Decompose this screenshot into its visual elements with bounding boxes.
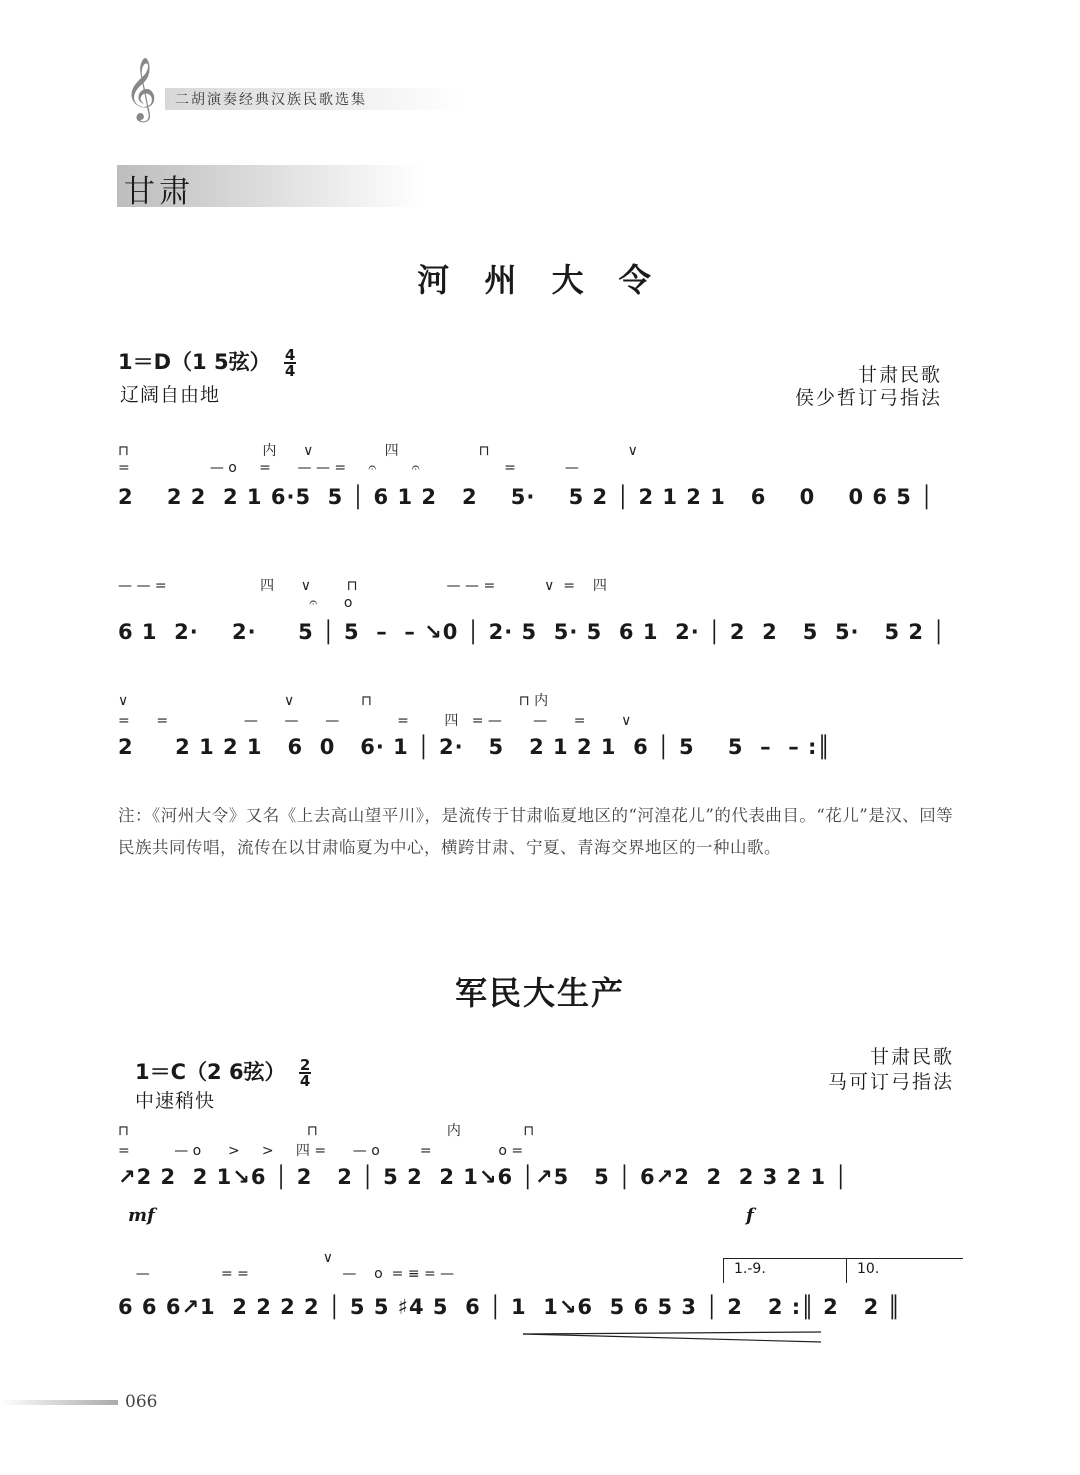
jianpu-notes: ↗2 2 2 1↘6 │ 2 2 │ 5 2 2 1↘6 │↗5 5 │ 6↗2 2 2 3 2 1 │ <box>118 1165 849 1189</box>
staff-row <box>118 1120 948 1230</box>
jianpu-notes: 2 2 1 2 1 6 0 6· 1 │ 2· 5 2 1 2 1 6 │ 5 5 – – :║ <box>118 735 832 759</box>
key-signature <box>135 1056 311 1088</box>
dynamic-mark: f <box>746 1205 754 1226</box>
treble-clef-icon: 𝄞 <box>125 57 157 120</box>
jianpu-notes: 2 2 2 2 1 6·5 5 │ 6 1 2 2 5· 5 2 │ 2 1 2 1 6 0 0 6 5 │ <box>118 485 934 509</box>
key-signature <box>118 346 296 378</box>
song-title: 军民大生产 <box>454 974 625 1012</box>
key-text: 1＝C（2 6弦） <box>135 1060 286 1084</box>
time-denominator: 4 <box>284 362 296 380</box>
bowing-marks: — — = 四 ∨ ⊓ — — = ∨ = 四 𝄐 o <box>118 578 607 611</box>
song-arranger: 侯少哲订弓指法 <box>794 387 942 409</box>
decrescendo-mark <box>523 1330 823 1346</box>
footer-bar <box>0 1400 118 1405</box>
book-title: 二胡演奏经典汉族民歌选集 <box>175 92 367 108</box>
song-origin: 甘肃民歌 <box>869 1046 954 1068</box>
song-arranger: 马可订弓指法 <box>827 1071 954 1093</box>
staff-row <box>118 575 948 685</box>
time-signature <box>284 348 296 378</box>
time-numerator: 2 <box>299 1056 311 1074</box>
bowing-marks: ⊓ 内 ∨ 四 ⊓ ∨ = — o = — — = 𝄐 𝄐 = — <box>118 443 638 476</box>
jianpu-notes: 6 6 6↗1 2 2 2 2 │ 5 5 ♯4 5 6 │ 1 1↘6 5 6 5 3 │ 2 2 :║ 2 2 ║ <box>118 1295 902 1319</box>
staff-row <box>118 690 948 800</box>
key-text: 1＝D（1 5弦） <box>118 350 271 374</box>
staff-row <box>118 440 948 550</box>
time-numerator: 4 <box>284 346 296 364</box>
bowing-marks: ∨ ∨ ⊓ ⊓ 内 = = — — — = 四 = — — = ∨ <box>118 693 632 729</box>
tempo-marking: 中速稍快 <box>135 1090 216 1112</box>
jianpu-notes: 6 1 2· 2· 5 │ 5 – – ↘0 │ 2· 5 5· 5 6 1 2· │ 2 2 5 5· 5 2 │ <box>118 620 946 644</box>
dynamic-mark: mf <box>128 1205 155 1226</box>
song-note: 注：《河州大令》又名《上去高山望平川》，是流传于甘肃临夏地区的“河湟花儿”的代表曲目。“花儿”是汉、回等民族共同传唱，流传在以甘肃临夏为中心，横跨甘肃、宁夏、青海交界地区的一种山歌。 <box>118 806 954 857</box>
volta-bracket: 1.-9. <box>723 1258 846 1283</box>
time-denominator: 4 <box>299 1072 311 1090</box>
bowing-marks: ∨ — = = — o = ≡ = — <box>135 1250 455 1282</box>
tempo-marking: 辽阔自由地 <box>120 384 221 406</box>
page-number: 066 <box>125 1392 158 1412</box>
time-signature <box>299 1058 311 1088</box>
bowing-marks: ⊓ ⊓ 内 ⊓ = — o > > 四 = — o = o = <box>118 1123 535 1159</box>
volta-bracket: 10. <box>846 1258 963 1283</box>
staff-row <box>118 1250 948 1360</box>
section-title: 甘肃 <box>124 174 194 210</box>
song-title: 河 州 大 令 <box>417 261 663 299</box>
song-origin: 甘肃民歌 <box>857 364 942 386</box>
